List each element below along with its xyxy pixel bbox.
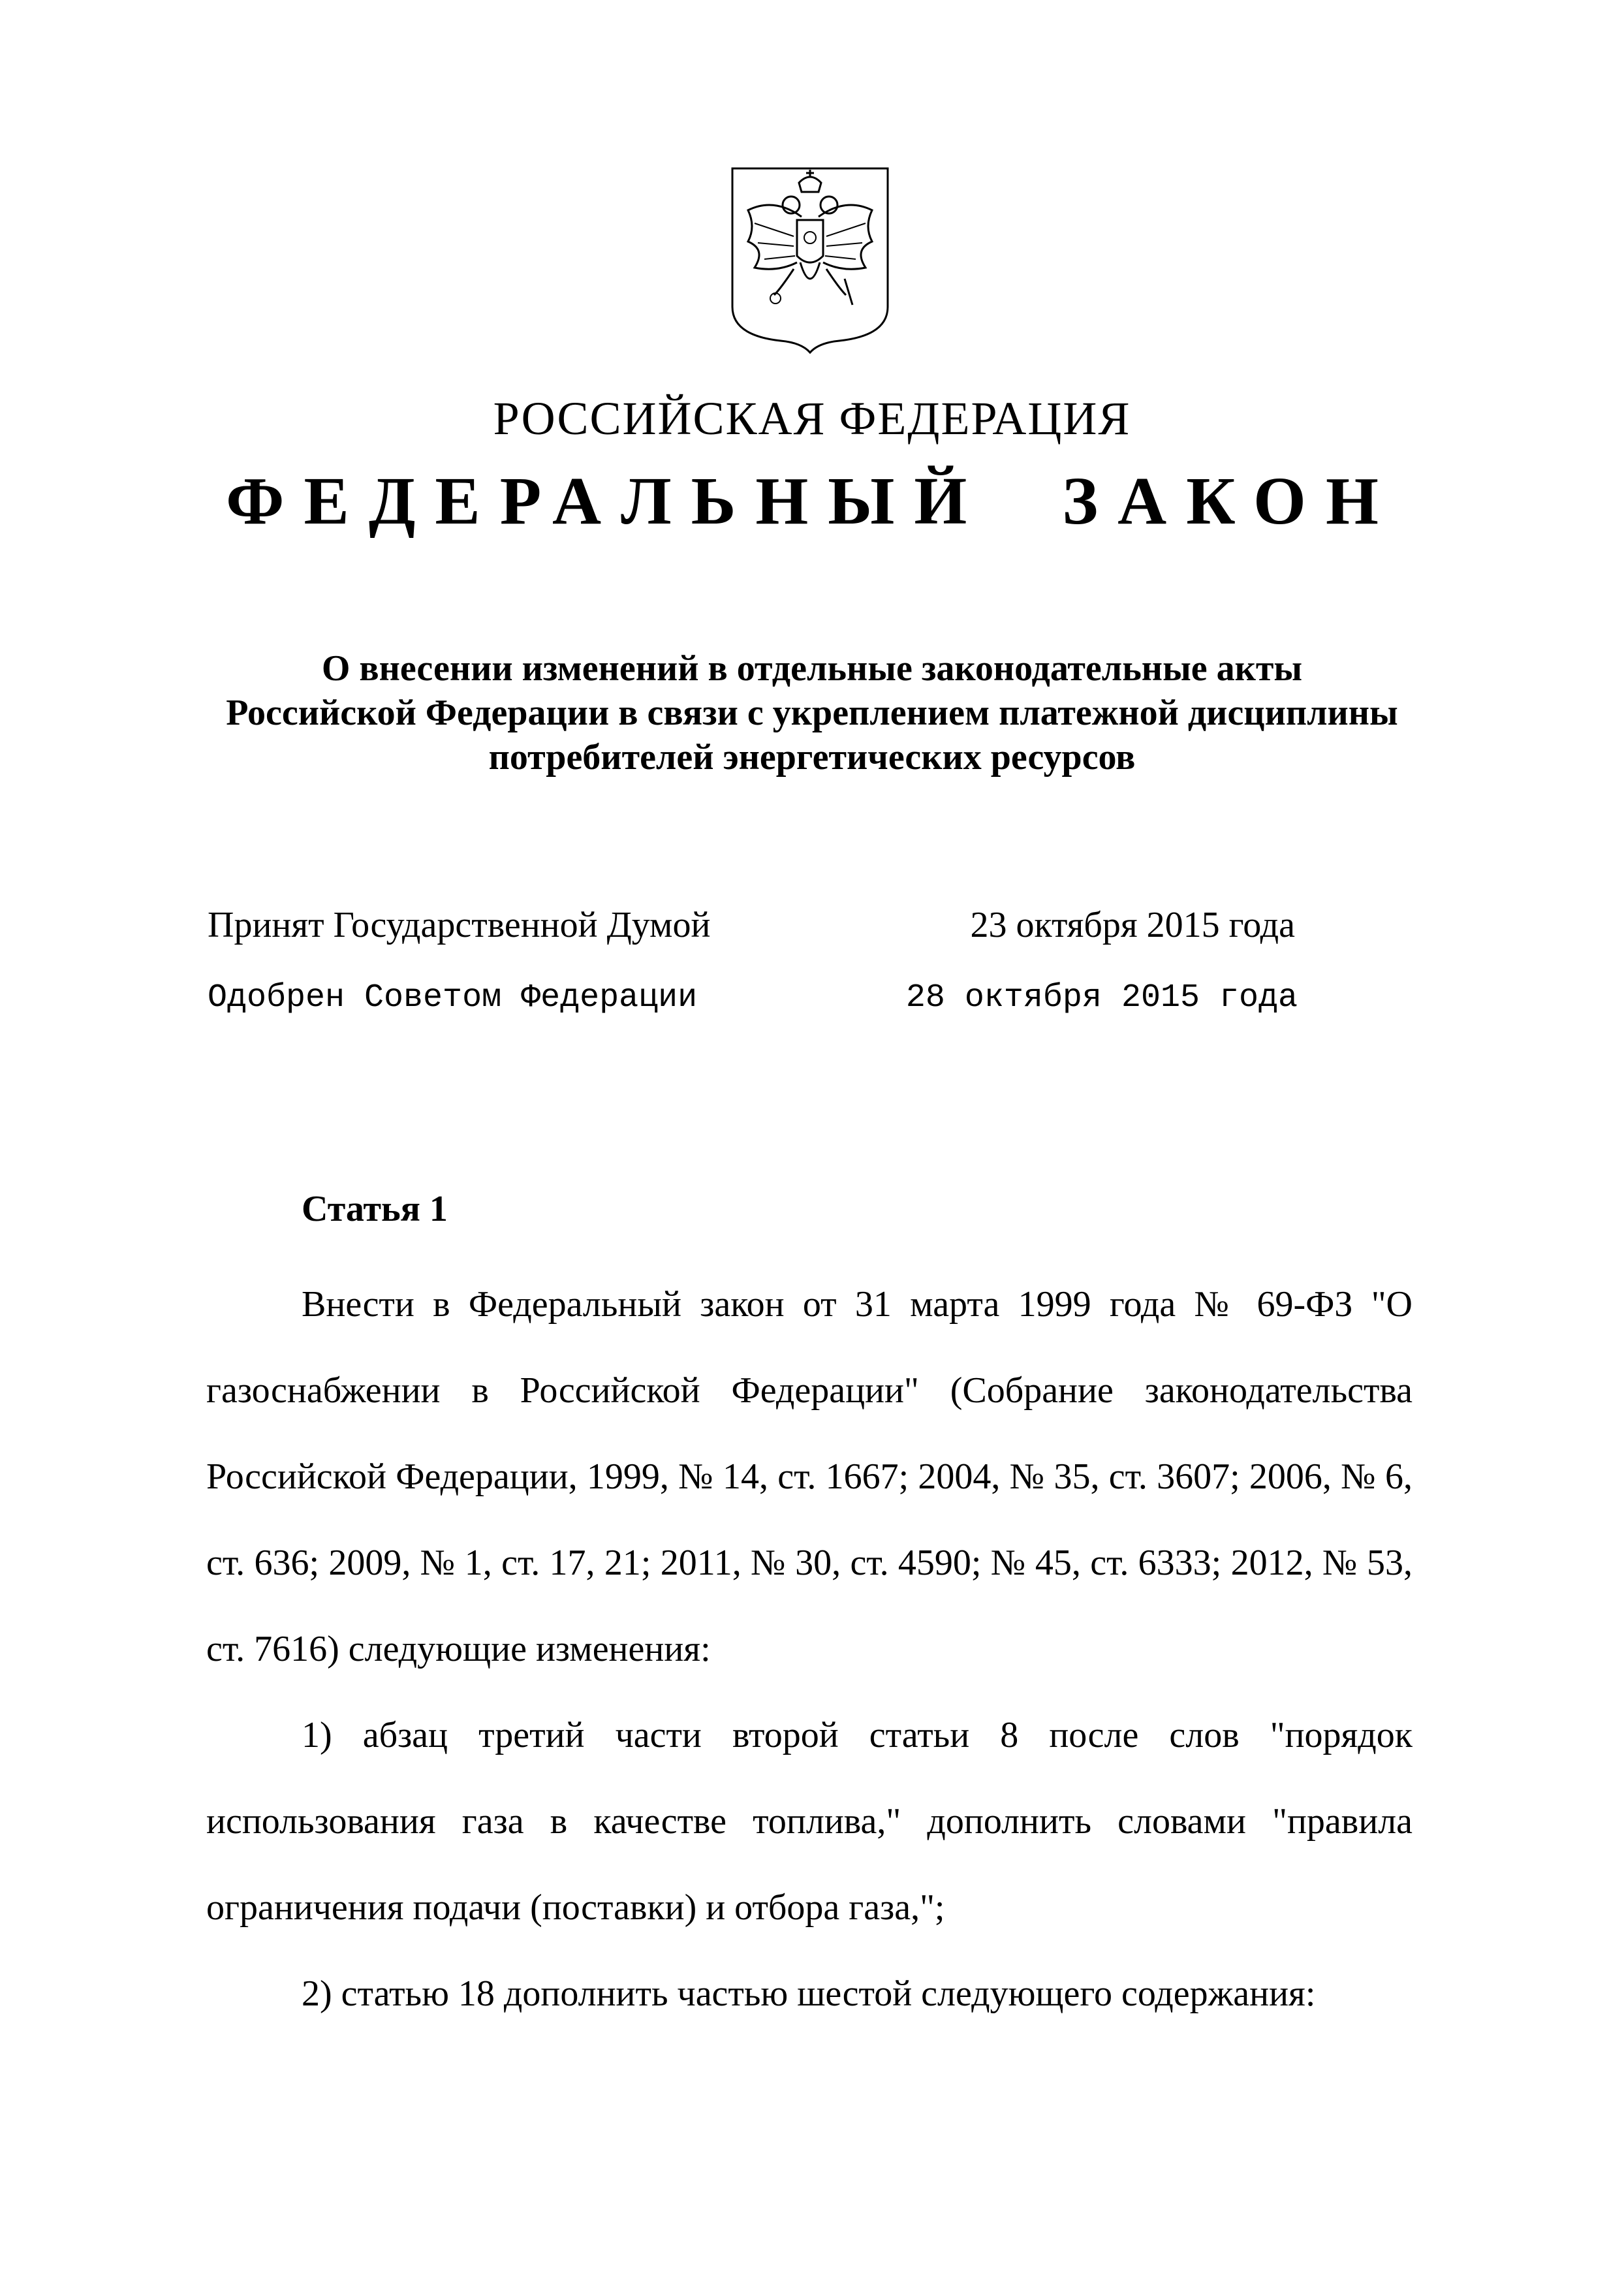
article-paragraph: 1) абзац третий части второй статьи 8 после слов "порядок использования газа в качестве топлива," дополнить словами "правила ограничения подачи (поставки) и отбора газа,"; [206,1715,1413,1928]
coat-of-arms-emblem [728,165,892,354]
council-approval-label: Одобрен Советом Федерации [208,979,698,1016]
law-title-line: О внесении изменений в отдельные законодательные акты [321,648,1303,689]
law-title-line: потребителей энергетических ресурсов [488,737,1136,778]
article-paragraph: Внести в Федеральный закон от 31 марта 1999 года № 69-ФЗ "О газоснабжении в Российской Федерации" (Собрание законодательства Российской Федерации, 1999, № 14, ст. 1667; 2004, № 35, ст. 3607; 2006, № 6, ст. 636; 2009, № 1, ст. 17, 21; 2011, № 30, ст. 4590; № 45, ст. 6333; 2012, № 53, ст. 7616) следующие изменения: [206,1284,1413,1669]
law-title-line: Российской Федерации в связи с укреплением платежной дисциплины [226,693,1398,733]
article-body [206,1261,1413,2037]
law-title [131,646,1493,779]
country-name: РОССИЙСКАЯ ФЕДЕРАЦИЯ [493,392,1131,445]
document-type: ФЕДЕРАЛЬНЫЙ ЗАКОН [226,464,1398,539]
article-heading: Статья 1 [302,1189,448,1229]
duma-adoption-label: Принят Государственной Думой [208,905,711,945]
duma-adoption-date: 23 октября 2015 года [970,905,1295,945]
council-approval-date: 28 октября 2015 года [905,979,1298,1016]
article-paragraph: 2) статью 18 дополнить частью шестой следующего содержания: [302,1973,1316,2014]
